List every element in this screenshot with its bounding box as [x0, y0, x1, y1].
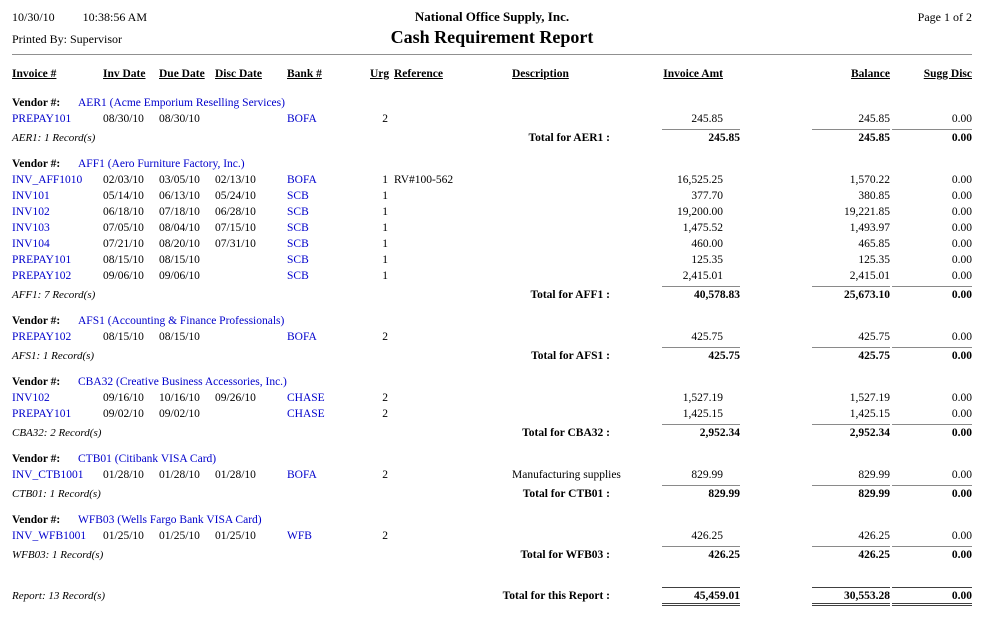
- invoice-link[interactable]: INV_AFF1010: [12, 174, 83, 186]
- cell-balance: 380.85: [858, 190, 890, 202]
- cell-description: [512, 252, 662, 268]
- vendor-total-sugg-disc: [890, 424, 972, 439]
- cell-due-date: 01/28/10: [159, 469, 200, 481]
- vendor-total-sugg-disc: [890, 347, 972, 362]
- cell-due-date: 07/18/10: [159, 206, 200, 218]
- cell-description: [512, 406, 662, 422]
- cell-inv-date: 09/02/10: [103, 408, 144, 420]
- cell-due-date: 08/04/10: [159, 222, 200, 234]
- cell-sugg-disc: 0.00: [951, 331, 972, 343]
- cell-description: [512, 220, 662, 236]
- vendor-total-balance: [723, 485, 890, 500]
- cell-description: [512, 528, 662, 544]
- invoice-row: [12, 467, 972, 483]
- cell-balance: 425.75: [858, 331, 890, 343]
- cell-reference: [392, 111, 512, 127]
- cell-invoice-amt: 1,475.52: [682, 222, 723, 234]
- cell-reference: [392, 236, 512, 252]
- cell-urg: 2: [382, 408, 388, 420]
- cell-inv-date: 07/05/10: [103, 222, 144, 234]
- cell-invoice-amt: 460.00: [691, 238, 723, 250]
- cell-description: [512, 268, 662, 284]
- cell-invoice-amt: 829.99: [691, 469, 723, 481]
- cell-disc-date: 07/31/10: [215, 238, 256, 250]
- cell-urg: 2: [382, 530, 388, 542]
- invoice-link[interactable]: INV_WFB1001: [12, 530, 87, 542]
- cell-disc-date: 01/28/10: [215, 469, 256, 481]
- cell-description: [512, 390, 662, 406]
- vendor-total-sugg-disc-value: 0.00: [892, 546, 972, 561]
- cell-invoice-amt: 377.70: [691, 190, 723, 202]
- cell-urg: 1: [382, 222, 388, 234]
- cell-description: [512, 204, 662, 220]
- bank-link[interactable]: SCB: [287, 222, 309, 234]
- vendor-total-sugg-disc: [890, 546, 972, 561]
- cell-inv-date: 08/30/10: [103, 113, 144, 125]
- cell-reference: [392, 220, 512, 236]
- column-header-due-date: Due Date: [159, 68, 205, 80]
- page-indicator: Page 1 of 2: [917, 10, 972, 24]
- column-header-sugg-disc: Sugg Disc: [923, 68, 972, 80]
- cell-disc-date: 09/26/10: [215, 392, 256, 404]
- cell-invoice-amt: 245.85: [691, 113, 723, 125]
- bank-link[interactable]: SCB: [287, 190, 309, 202]
- invoice-link[interactable]: INV104: [12, 238, 50, 250]
- cell-description: [512, 188, 662, 204]
- cell-reference: [392, 329, 512, 345]
- cell-urg: 1: [382, 254, 388, 266]
- cell-balance: 1,570.22: [849, 174, 890, 186]
- column-header-row: [12, 67, 972, 83]
- vendor-name-link[interactable]: AER1 (Acme Emporium Reselling Services): [78, 97, 285, 109]
- cell-balance: 1,527.19: [849, 392, 890, 404]
- cell-balance: 1,493.97: [849, 222, 890, 234]
- vendor-total-sugg-disc-value: 0.00: [892, 286, 972, 301]
- vendor-record-count: CTB01: 1 Record(s): [12, 488, 101, 500]
- vendor-name-link[interactable]: AFF1 (Aero Furniture Factory, Inc.): [78, 158, 245, 170]
- vendor-total-label: Total for AFS1 :: [531, 350, 610, 362]
- vendor-total-invoice-amt-value: 426.25: [662, 546, 740, 561]
- vendor-total-sugg-disc-value: 0.00: [892, 129, 972, 144]
- vendor-total-invoice-amt-value: 245.85: [662, 129, 740, 144]
- cell-reference: [392, 528, 512, 544]
- cell-balance: 829.99: [858, 469, 890, 481]
- cell-balance: 1,425.15: [849, 408, 890, 420]
- vendor-record-count: WFB03: 1 Record(s): [12, 549, 104, 561]
- vendor-section: [12, 513, 972, 561]
- cell-inv-date: 01/28/10: [103, 469, 144, 481]
- bank-link[interactable]: SCB: [287, 238, 309, 250]
- cell-inv-date: 02/03/10: [103, 174, 144, 186]
- column-header-description: Description: [512, 68, 569, 80]
- column-header-invoice: Invoice #: [12, 68, 57, 80]
- vendor-total-label: Total for AFF1 :: [530, 289, 610, 301]
- report-body: [12, 96, 972, 561]
- cell-urg: 1: [382, 206, 388, 218]
- report-total-sugg-disc: [890, 587, 972, 606]
- cell-urg: 1: [382, 270, 388, 282]
- report-total-invoice-amt: [662, 587, 740, 606]
- cell-reference: [392, 252, 512, 268]
- vendor-total-label: Total for CBA32 :: [522, 427, 610, 439]
- cell-due-date: 08/15/10: [159, 331, 200, 343]
- bank-link[interactable]: CHASE: [287, 392, 325, 404]
- column-header-balance: Balance: [851, 68, 890, 80]
- vendor-summary-row: [12, 485, 972, 500]
- vendor-summary-row: [12, 347, 972, 362]
- column-header-reference: Reference: [394, 68, 443, 80]
- cell-inv-date: 05/14/10: [103, 190, 144, 202]
- vendor-total-balance-value: 245.85: [812, 129, 890, 144]
- cell-due-date: 10/16/10: [159, 392, 200, 404]
- cell-balance: 426.25: [858, 530, 890, 542]
- cell-disc-date: [215, 329, 287, 345]
- vendor-total-label: Total for AER1 :: [528, 132, 610, 144]
- report-total-balance: [723, 587, 890, 606]
- cell-inv-date: 08/15/10: [103, 331, 144, 343]
- cell-disc-date: 07/15/10: [215, 222, 256, 234]
- cell-urg: 2: [382, 331, 388, 343]
- vendor-section: [12, 452, 972, 500]
- vendor-header-line: [12, 96, 972, 111]
- vendor-total-balance-value: 25,673.10: [812, 286, 890, 301]
- cell-disc-date: 05/24/10: [215, 190, 256, 202]
- vendor-total-balance: [723, 286, 890, 301]
- cell-urg: 2: [382, 392, 388, 404]
- vendor-name-link[interactable]: CBA32 (Creative Business Accessories, Inc.): [78, 376, 287, 388]
- cell-urg: 1: [382, 238, 388, 250]
- cell-inv-date: 01/25/10: [103, 530, 144, 542]
- cell-invoice-amt: 125.35: [691, 254, 723, 266]
- cell-reference: [392, 390, 512, 406]
- column-header-urg: Urg: [370, 68, 390, 80]
- report-total-invoice-amt-value: 45,459.01: [662, 587, 740, 606]
- vendor-section: [12, 96, 972, 144]
- cell-invoice-amt: 426.25: [691, 530, 723, 542]
- cell-invoice-amt: 425.75: [691, 331, 723, 343]
- vendor-number-label: Vendor #:: [12, 376, 61, 388]
- cell-reference: [392, 188, 512, 204]
- vendor-header-line: [12, 452, 972, 467]
- vendor-record-count: AFF1: 7 Record(s): [12, 289, 96, 301]
- cell-balance: 2,415.01: [849, 270, 890, 282]
- vendor-header-line: [12, 513, 972, 528]
- column-header-disc-date: Disc Date: [215, 68, 262, 80]
- vendor-summary-row: [12, 546, 972, 561]
- vendor-total-sugg-disc-value: 0.00: [892, 424, 972, 439]
- column-header-bank: Bank #: [287, 68, 322, 80]
- cell-sugg-disc: 0.00: [951, 238, 972, 250]
- cell-invoice-amt: 1,425.15: [682, 408, 723, 420]
- invoice-link[interactable]: PREPAY101: [12, 254, 72, 266]
- report-header-row2: [12, 27, 972, 48]
- invoice-link[interactable]: PREPAY101: [12, 408, 72, 420]
- vendor-total-sugg-disc-value: 0.00: [892, 485, 972, 500]
- column-header-inv-date: Inv Date: [103, 68, 146, 80]
- cell-due-date: 08/20/10: [159, 238, 200, 250]
- cell-urg: 1: [382, 174, 388, 186]
- cell-reference: [392, 204, 512, 220]
- header-rule: [12, 54, 972, 55]
- vendor-total-invoice-amt-value: 40,578.83: [662, 286, 740, 301]
- vendor-section: [12, 314, 972, 362]
- invoice-row: [12, 236, 972, 252]
- invoice-link[interactable]: INV102: [12, 392, 50, 404]
- cell-inv-date: 07/21/10: [103, 238, 144, 250]
- cell-urg: 2: [382, 113, 388, 125]
- vendor-total-invoice-amt-value: 2,952.34: [662, 424, 740, 439]
- cell-inv-date: 06/18/10: [103, 206, 144, 218]
- cell-invoice-amt: 16,525.25: [677, 174, 723, 186]
- invoice-row: [12, 188, 972, 204]
- bank-link[interactable]: BOFA: [287, 174, 317, 186]
- cell-urg: 1: [382, 190, 388, 202]
- vendor-summary-row: [12, 286, 972, 301]
- vendor-record-count: AER1: 1 Record(s): [12, 132, 96, 144]
- invoice-row: [12, 252, 972, 268]
- invoice-row: [12, 268, 972, 284]
- vendor-number-label: Vendor #:: [12, 514, 61, 526]
- company-name: National Office Supply, Inc.: [414, 9, 570, 24]
- invoice-row: [12, 111, 972, 127]
- vendor-total-balance-value: 426.25: [812, 546, 890, 561]
- cell-description: [512, 236, 662, 252]
- vendor-total-label: Total for CTB01 :: [522, 488, 610, 500]
- vendor-total-balance: [723, 347, 890, 362]
- cell-inv-date: 09/06/10: [103, 270, 144, 282]
- invoice-link[interactable]: INV_CTB1001: [12, 469, 84, 481]
- cell-description: [512, 329, 662, 345]
- vendor-total-balance-value: 425.75: [812, 347, 890, 362]
- bank-link[interactable]: SCB: [287, 270, 309, 282]
- cell-sugg-disc: 0.00: [951, 113, 972, 125]
- report-total-label: Total for this Report :: [502, 590, 610, 602]
- vendor-record-count: AFS1: 1 Record(s): [12, 350, 95, 362]
- cell-due-date: 08/30/10: [159, 113, 200, 125]
- vendor-total-balance-value: 829.99: [812, 485, 890, 500]
- vendor-header-line: [12, 314, 972, 329]
- vendor-total-balance: [723, 129, 890, 144]
- invoice-row: [12, 528, 972, 544]
- cell-sugg-disc: 0.00: [951, 530, 972, 542]
- cell-reference: [392, 467, 512, 483]
- cell-disc-date: 02/13/10: [215, 174, 256, 186]
- cell-disc-date: 01/25/10: [215, 530, 256, 542]
- cell-disc-date: [215, 252, 287, 268]
- report-total-row: [12, 587, 972, 606]
- print-time: 10:38:56 AM: [82, 10, 148, 24]
- cell-sugg-disc: 0.00: [951, 270, 972, 282]
- print-date: 10/30/10: [12, 10, 55, 24]
- cell-due-date: 06/13/10: [159, 190, 200, 202]
- column-header-invoice-amt: Invoice Amt: [663, 68, 723, 80]
- bank-link[interactable]: SCB: [287, 206, 309, 218]
- cell-sugg-disc: 0.00: [951, 222, 972, 234]
- invoice-row: [12, 220, 972, 236]
- cell-invoice-amt: 1,527.19: [682, 392, 723, 404]
- report-record-count: Report: 13 Record(s): [12, 590, 106, 602]
- print-datetime: [12, 10, 242, 25]
- vendor-total-sugg-disc: [890, 485, 972, 500]
- vendor-header-line: [12, 375, 972, 390]
- vendor-total-invoice-amt: [662, 424, 740, 439]
- vendor-section: [12, 157, 972, 301]
- invoice-link[interactable]: PREPAY101: [12, 113, 72, 125]
- invoice-link[interactable]: INV103: [12, 222, 50, 234]
- vendor-total-invoice-amt: [662, 546, 740, 561]
- invoice-link[interactable]: PREPAY102: [12, 270, 72, 282]
- vendor-total-balance: [723, 424, 890, 439]
- cell-due-date: 08/15/10: [159, 254, 200, 266]
- cell-invoice-amt: 2,415.01: [682, 270, 723, 282]
- vendor-total-invoice-amt-value: 829.99: [662, 485, 740, 500]
- cell-disc-date: 06/28/10: [215, 206, 256, 218]
- vendor-summary-row: [12, 424, 972, 439]
- page-title: Cash Requirement Report: [390, 27, 594, 47]
- vendor-total-balance-value: 2,952.34: [812, 424, 890, 439]
- report-total-balance-value: 30,553.28: [812, 587, 890, 606]
- cell-balance: 465.85: [858, 238, 890, 250]
- cell-reference: RV#100-562: [394, 174, 454, 186]
- cell-sugg-disc: 0.00: [951, 469, 972, 481]
- vendor-name-link[interactable]: AFS1 (Accounting & Finance Professionals): [78, 315, 285, 327]
- bank-link[interactable]: SCB: [287, 254, 309, 266]
- cell-sugg-disc: 0.00: [951, 254, 972, 266]
- cell-balance: 245.85: [858, 113, 890, 125]
- cell-urg: 2: [382, 469, 388, 481]
- vendor-total-invoice-amt: [662, 129, 740, 144]
- invoice-row: [12, 204, 972, 220]
- report-total-sugg-disc-value: 0.00: [892, 587, 972, 606]
- vendor-total-invoice-amt: [662, 347, 740, 362]
- vendor-section: [12, 375, 972, 439]
- cell-sugg-disc: 0.00: [951, 408, 972, 420]
- vendor-total-invoice-amt: [662, 485, 740, 500]
- cell-sugg-disc: 0.00: [951, 174, 972, 186]
- cell-due-date: 01/25/10: [159, 530, 200, 542]
- invoice-row: [12, 329, 972, 345]
- vendor-total-balance: [723, 546, 890, 561]
- cell-sugg-disc: 0.00: [951, 190, 972, 202]
- vendor-total-label: Total for WFB03 :: [520, 549, 610, 561]
- bank-link[interactable]: CHASE: [287, 408, 325, 420]
- bank-link[interactable]: WFB: [287, 530, 312, 542]
- invoice-link[interactable]: INV101: [12, 190, 50, 202]
- vendor-record-count: CBA32: 2 Record(s): [12, 427, 102, 439]
- cell-inv-date: 08/15/10: [103, 254, 144, 266]
- vendor-name-link[interactable]: CTB01 (Citibank VISA Card): [78, 453, 217, 465]
- cell-disc-date: [215, 111, 287, 127]
- bank-link[interactable]: BOFA: [287, 331, 317, 343]
- cell-reference: [392, 268, 512, 284]
- cell-inv-date: 09/16/10: [103, 392, 144, 404]
- cell-balance: 19,221.85: [844, 206, 890, 218]
- invoice-link[interactable]: INV102: [12, 206, 50, 218]
- invoice-row: [12, 406, 972, 422]
- vendor-total-invoice-amt: [662, 286, 740, 301]
- vendor-number-label: Vendor #:: [12, 453, 61, 465]
- report-header-row1: [12, 0, 972, 25]
- vendor-total-sugg-disc-value: 0.00: [892, 347, 972, 362]
- invoice-row: [12, 172, 972, 188]
- vendor-total-sugg-disc: [890, 129, 972, 144]
- cell-reference: [392, 406, 512, 422]
- vendor-summary-row: [12, 129, 972, 144]
- printed-by: Printed By: Supervisor: [12, 32, 122, 46]
- vendor-total-invoice-amt-value: 425.75: [662, 347, 740, 362]
- vendor-number-label: Vendor #:: [12, 97, 61, 109]
- cell-disc-date: [215, 268, 287, 284]
- cell-sugg-disc: 0.00: [951, 206, 972, 218]
- vendor-total-sugg-disc: [890, 286, 972, 301]
- cell-due-date: 03/05/10: [159, 174, 200, 186]
- cell-due-date: 09/06/10: [159, 270, 200, 282]
- vendor-number-label: Vendor #:: [12, 315, 61, 327]
- invoice-row: [12, 390, 972, 406]
- bank-link[interactable]: BOFA: [287, 113, 317, 125]
- vendor-header-line: [12, 157, 972, 172]
- cell-sugg-disc: 0.00: [951, 392, 972, 404]
- invoice-link[interactable]: PREPAY102: [12, 331, 72, 343]
- cell-invoice-amt: 19,200.00: [677, 206, 723, 218]
- cell-disc-date: [215, 406, 287, 422]
- vendor-number-label: Vendor #:: [12, 158, 61, 170]
- cell-description: Manufacturing supplies: [512, 469, 621, 481]
- cell-description: [512, 172, 662, 188]
- vendor-name-link[interactable]: WFB03 (Wells Fargo Bank VISA Card): [78, 514, 262, 526]
- cell-balance: 125.35: [858, 254, 890, 266]
- cell-due-date: 09/02/10: [159, 408, 200, 420]
- bank-link[interactable]: BOFA: [287, 469, 317, 481]
- cell-description: [512, 111, 662, 127]
